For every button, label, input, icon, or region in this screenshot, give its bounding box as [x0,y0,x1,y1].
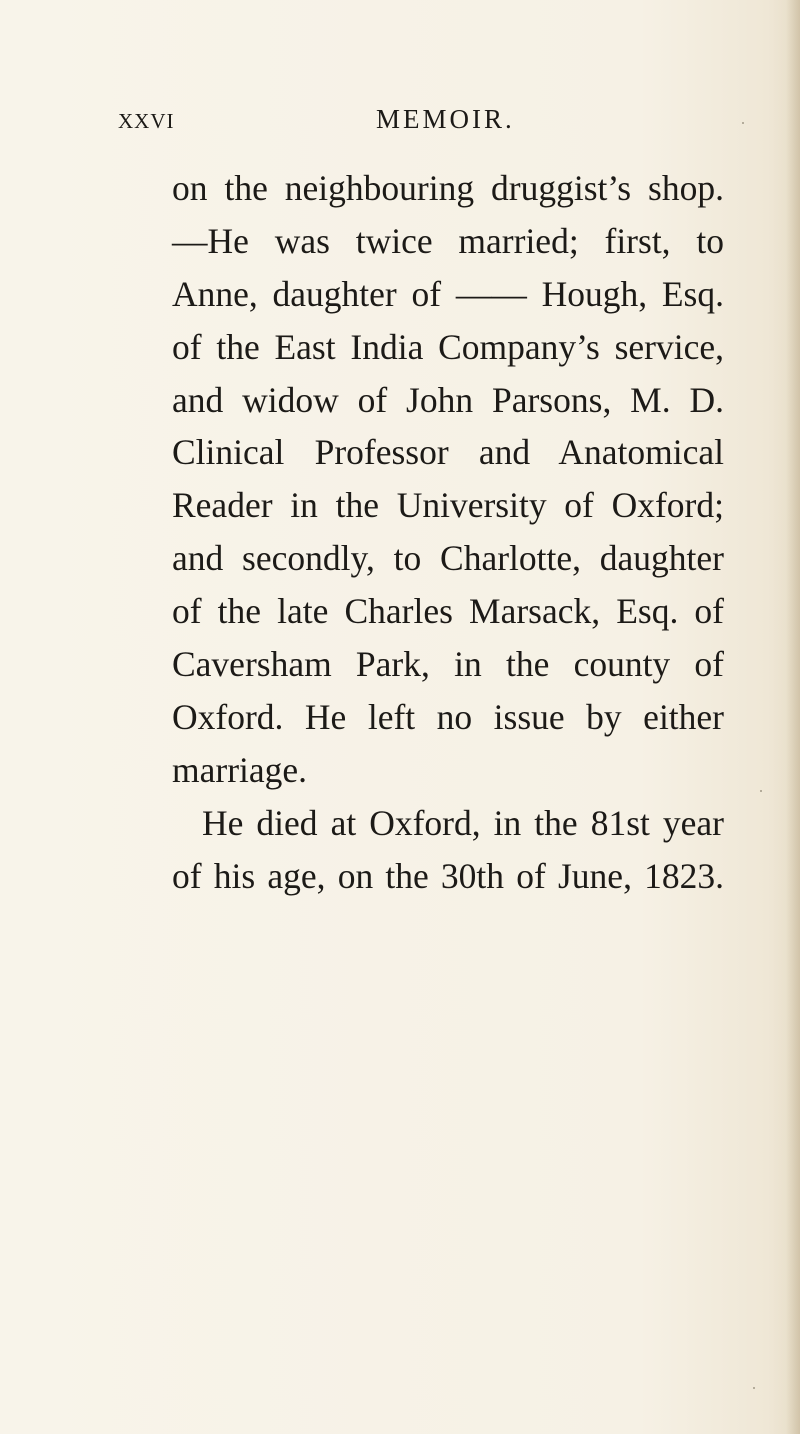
text-line: and widow of John Parsons, M. D. [172,379,724,420]
text-line: marriage. [172,749,308,790]
text-line: of the East India Company’s service, [172,326,724,367]
memoir-text [172,162,724,902]
text-line: Reader in the University of Oxford; [172,485,724,526]
paper-speck [760,790,762,792]
text-line: and secondly, to Charlotte, daughter [172,538,724,579]
text-line: on the neighbouring druggist’s shop. [172,168,724,208]
text-line: Anne, daughter of —— Hough, Esq. [172,273,724,314]
paper-speck [753,1387,755,1389]
page-number: xxvi [118,102,175,135]
page-edge-shadow [786,0,800,1434]
running-head [118,102,718,142]
paper-speck [742,122,744,124]
text-line: Oxford. He left no issue by either [172,696,724,737]
text-line: of his age, on the 30th of June, 1823. [172,855,724,896]
text-line: of the late Charles Marsack, Esq. of [172,591,724,632]
running-title: MEMOIR. [376,104,515,134]
text-line: Clinical Professor and Anatomical [172,432,724,473]
text-line: —He was twice married; first, to [172,220,724,261]
text-line: He died at Oxford, in the 81st year [202,802,724,843]
text-line: Caversham Park, in the county of [172,644,724,685]
